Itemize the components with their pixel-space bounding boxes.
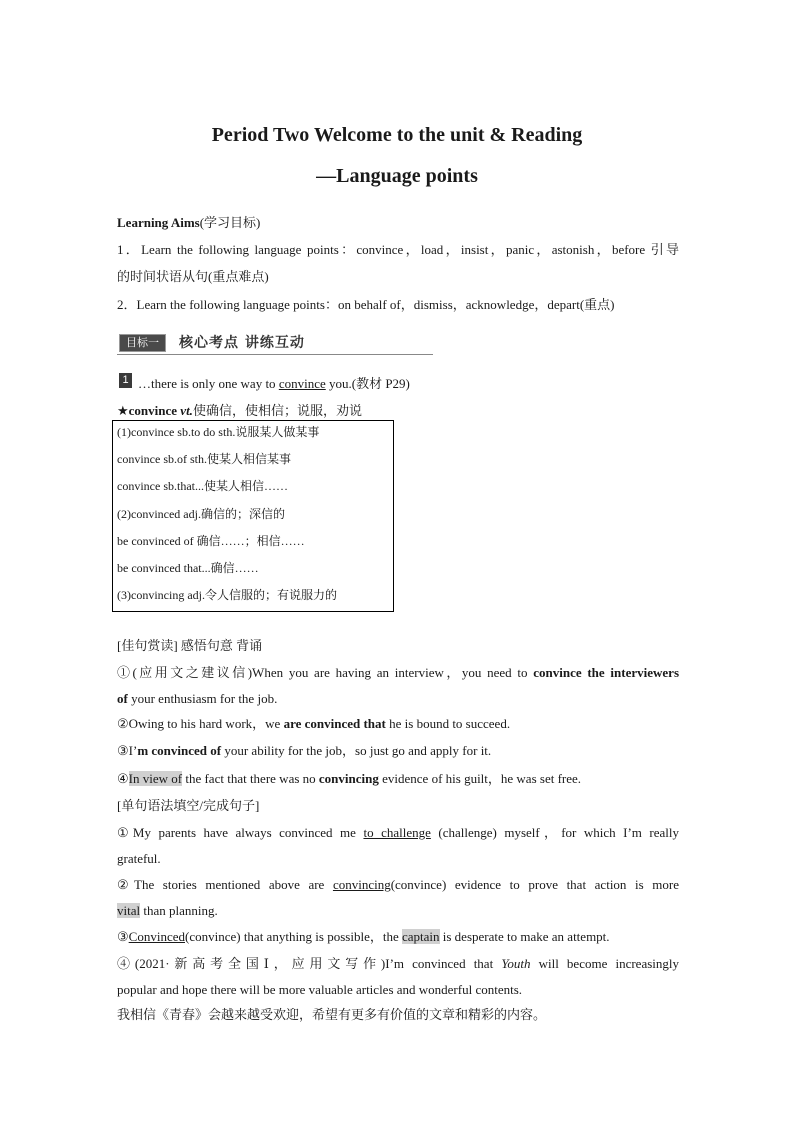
s1-text-2: your enthusiasm for the job.	[127, 691, 278, 706]
usage-line: convince sb.of sth.使某人相信某事	[117, 452, 291, 466]
s3-bold: m convinced of	[137, 743, 222, 758]
section-header	[117, 332, 433, 355]
appreciation-sentence-1	[117, 664, 679, 682]
s4-highlight: In view of	[128, 771, 183, 786]
s4-num: ④	[117, 771, 129, 786]
exercise-4-cont: popular and hope there will be more valuable articles and wonderful contents.	[117, 982, 523, 997]
usage-line: (2)convinced adj.确信的；深信的	[117, 507, 285, 521]
exercise-2-cont	[117, 902, 679, 920]
star-icon: ★	[117, 403, 129, 418]
s1-bold: convince the interviewers	[533, 665, 680, 680]
e2-answer: convincing	[332, 877, 391, 892]
point-number-badge: 1	[119, 373, 132, 388]
s1-bold-2: of	[117, 691, 128, 706]
appreciation-sentence-2	[117, 715, 679, 733]
point-1-source-sentence	[138, 375, 678, 393]
aim-1-line-1: 1．Learn the following language points：convince，load，insist，panic，astonish，before 引导	[117, 242, 679, 257]
section-title: 核心考点 讲练互动	[179, 335, 305, 351]
e3-text-2: is desperate to make an attempt.	[439, 929, 610, 944]
source-pre: …there is only one way to	[138, 376, 279, 391]
s3-text-2: your ability for the job，so just go and apply for it.	[221, 743, 492, 758]
usage-line: (3)convincing adj.令人信服的；有说服力的	[117, 588, 337, 602]
def-word: convince	[128, 403, 178, 418]
page-title: Period Two Welcome to the unit & Reading	[211, 124, 583, 146]
appreciation-sentence-1-cont	[117, 690, 679, 708]
page-subtitle: —Language points	[316, 165, 478, 187]
e1-answer: to challenge	[363, 825, 431, 840]
e2-text: ②The stories mentioned above are	[117, 877, 333, 892]
s4-text: the fact that there was no	[182, 771, 319, 786]
section-tag: 目标一	[119, 334, 166, 352]
usage-box	[112, 420, 394, 612]
s2-bold: are convinced that	[283, 716, 386, 731]
s4-bold: convincing	[318, 771, 379, 786]
s4-text-2: evidence of his guilt，he was set free.	[378, 771, 582, 786]
e2-highlight: vital	[117, 903, 141, 918]
e4-text: ④(2021·新高考全国Ⅰ，应用文写作)I’m convinced that	[117, 956, 502, 971]
exercise-1-cont: grateful.	[117, 851, 161, 866]
appreciation-sentence-4	[117, 770, 679, 788]
point-1-definition	[117, 402, 679, 420]
e3-num: ③	[117, 929, 129, 944]
exercise-4-translation: 我相信《青春》会越来越受欢迎，希望有更多有价值的文章和精彩的内容。	[117, 1008, 547, 1023]
e3-answer: Convinced	[128, 929, 185, 944]
e3-highlight: captain	[401, 929, 440, 944]
e2-text-2: (convince) evidence to prove that action is more	[390, 877, 680, 892]
e1-text: ①My parents have always convinced me	[117, 825, 364, 840]
learning-aims-heading	[117, 214, 679, 232]
e4-italic: Youth	[501, 956, 531, 971]
def-meaning: 使确信，使相信；说服，劝说	[192, 403, 362, 418]
aim-1-line-2: 的时间状语从句(重点难点)	[117, 269, 269, 284]
usage-line: be convinced of 确信……；相信……	[117, 534, 305, 548]
learning-aims-label: Learning Aims	[117, 215, 200, 230]
s2-text-2: he is bound to succeed.	[385, 716, 511, 731]
exercise-2	[117, 876, 679, 894]
def-pos: vt.	[177, 403, 193, 418]
appreciation-heading: [佳句赏读] 感悟句意 背诵	[117, 638, 263, 653]
exercise-1	[117, 824, 679, 842]
s3-text: ③I’	[117, 743, 138, 758]
e2-text-3: than planning.	[140, 903, 218, 918]
exercises-heading: [单句语法填空/完成句子]	[117, 798, 260, 813]
appreciation-sentence-3	[117, 742, 679, 760]
usage-line: (1)convince sb.to do sth.说服某人做某事	[117, 425, 320, 439]
e3-text: (convince) that anything is possible，the	[184, 929, 402, 944]
learning-aims-label-cn: (学习目标)	[199, 215, 261, 230]
s2-text: ②Owing to his hard work，we	[117, 716, 284, 731]
e4-text-2: will become increasingly	[530, 956, 679, 971]
source-key: convince	[278, 376, 326, 391]
e1-text-2: (challenge) myself，for which I’m really	[430, 825, 680, 840]
source-post: you.(教材 P29)	[325, 376, 410, 391]
usage-line: be convinced that...确信……	[117, 561, 259, 575]
s1-text: ①(应用文之建议信)When you are having an interview，you need to	[117, 665, 534, 680]
exercise-4	[117, 955, 679, 973]
aim-2: 2．Learn the following language points：on behalf of，dismiss，acknowledge，depart(重点)	[117, 297, 615, 312]
exercise-3	[117, 928, 679, 946]
usage-line: convince sb.that...使某人相信……	[117, 479, 288, 493]
